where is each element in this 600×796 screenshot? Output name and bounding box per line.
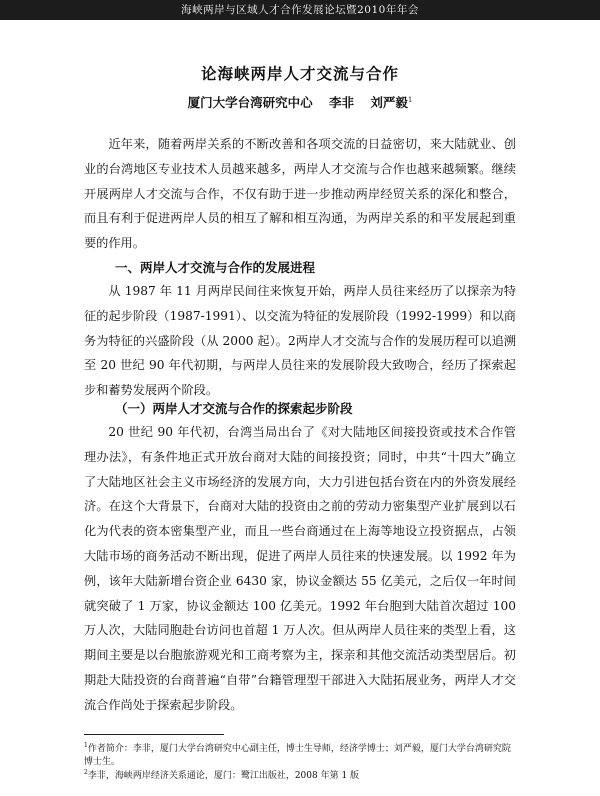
section-paragraph: 从 1987 年 11 月两岸民间往来恢复开始，两岸人员往来经历了以探亲为特征的起步阶段（1987-1991）、以交流为特征的发展阶段（1992-1999）和以商务为特征的兴盛阶段（从 2000 起）。2两岸人才交流与合作的发展历程可以追溯至 20 世纪 90 年代初期，与两岸人员往来的发展阶段大致吻合，经历了探索起步和蓄势发展两个阶段。 (84, 284, 516, 398)
footnote: $^2$李非，海峡两岸经济关系通论，厦门：鹭江出版社，2008 年第 1 版 (84, 769, 360, 781)
footnote: $^1$作者简介：李非，厦门大学台湾研究中心副主任，博士生导师，经济学博士；刘严毅，厦门大学台湾研究院博士生。 (84, 742, 511, 767)
author-name: 刘严毅$^1$ (370, 95, 413, 110)
author-name: 李非 (329, 95, 355, 110)
byline (0, 93, 600, 111)
subsection-paragraph: 20 世纪 90 年代初，台湾当局出台了《对大陆地区间接投资或技术合作管理办法》，有条件地正式开放台商对大陆的间接投资；同时，中共“十四大”确立了大陆地区社会主义市场经济的发展方向，大力引进包括台资在内的外资发展经济。在这个大背景下，台商对大陆的投资由之前的劳动力密集型产业扩展到以石化为代表的资本密集型产业，而且一些台商通过在上海等地设立投资据点，占领大陆市场的商务活动不断出现，促进了两岸人员往来的快速发展。以 1992 年为例，该年大陆新增台资企业 6430 家，协议金额达 55 亿美元，之后仅一年时间就突破了 1 万家，协议金额达 100 亿美元。1992 年台胞到大陆首次超过 100 万人次，大陆同胞赴台访问也首超 1 万人次。但从两岸人员往来的类型上看，这期间主要是以台胞旅游观光和工商考察为主，探亲和其他交流活动类型居后。初期赴大陆投资的台商普遍“自带”台籍管理型干部进入大陆拓展业务，两岸人才交流合作尚处于探索起步阶段。 (84, 425, 516, 712)
affiliation: 厦门大学台湾研究中心 (187, 95, 313, 110)
article-title: 论海峡两岸人才交流与合作 (200, 64, 399, 83)
section-heading: 一、两岸人才交流与合作的发展进程 (115, 260, 316, 275)
footnote-divider (84, 734, 224, 735)
running-header: 海峡两岸与区域人才合作发展论坛暨2010年年会 (0, 0, 600, 20)
footnote-marker: 1 (407, 95, 413, 104)
subsection-heading: （一）两岸人才交流与合作的探索起步阶段 (115, 401, 353, 416)
intro-paragraph: 近年来，随着两岸关系的不断改善和各项交流的日益密切，来大陆就业、创业的台湾地区专业技术人员越来越多，两岸人才交流与合作也越来越频繁。继续开展两岸人才交流与合作，不仅有助于进一步推动两岸经贸关系的深化和整合，而且有利于促进两岸人员的相互了解和相互沟通，为两岸关系的和平发展起到重要的作用。 (84, 137, 516, 251)
